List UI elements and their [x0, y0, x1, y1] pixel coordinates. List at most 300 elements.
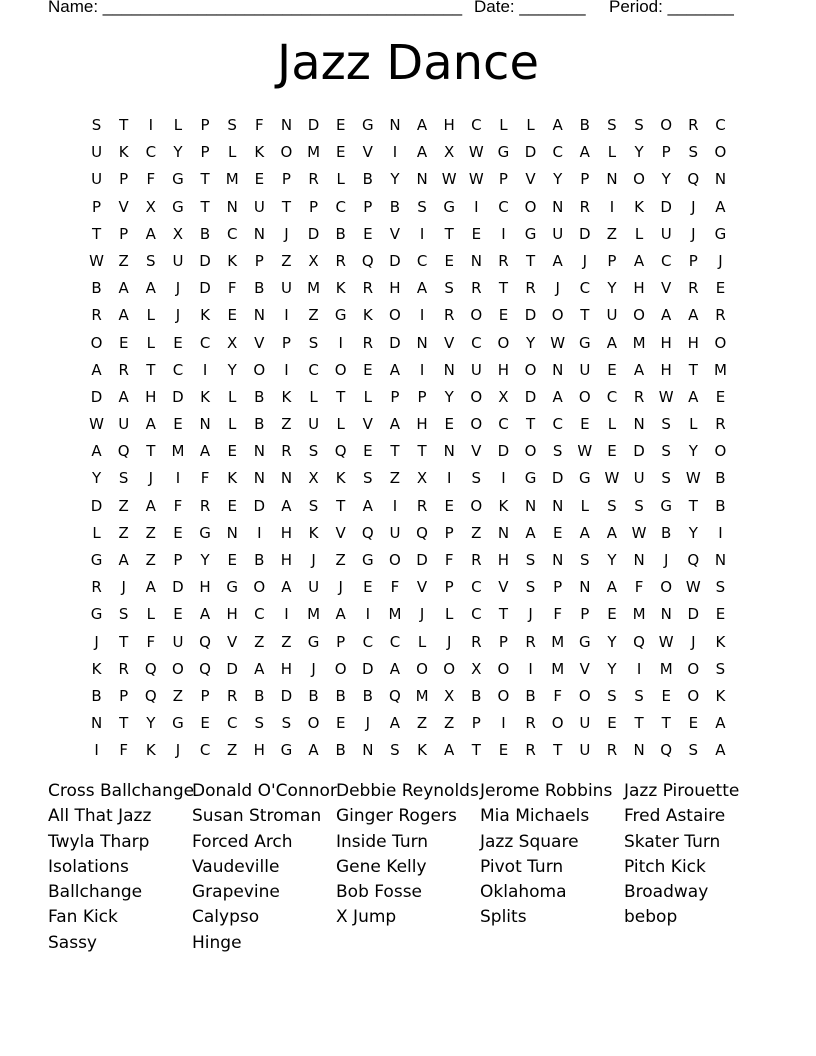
grid-letter: C — [172, 360, 184, 379]
grid-letter: A — [525, 523, 536, 542]
grid-letter: G — [226, 578, 238, 597]
grid-letter: T — [146, 360, 156, 379]
grid-letter: E — [552, 523, 563, 542]
grid-letter: V — [525, 170, 536, 189]
grid-row — [83, 357, 734, 384]
grid-letter: N — [253, 306, 265, 325]
grid-letter: L — [689, 415, 698, 434]
grid-letter: A — [145, 415, 156, 434]
word-bank-item: Gene Kelly — [336, 856, 427, 877]
grid-letter: R — [118, 659, 129, 678]
grid-letter: G — [90, 605, 103, 624]
grid-letter: A — [145, 496, 156, 515]
grid-row — [83, 574, 734, 601]
grid-letter: I — [501, 469, 506, 488]
grid-letter: O — [660, 578, 673, 597]
grid-letter: W — [577, 442, 593, 461]
grid-letter: T — [200, 170, 210, 189]
grid-letter: P — [444, 523, 454, 542]
grid-letter: U — [633, 469, 645, 488]
grid-letter: X — [308, 469, 319, 488]
grid-letter: N — [362, 741, 374, 760]
grid-letter: F — [146, 632, 156, 651]
grid-letter: O — [470, 415, 483, 434]
grid-letter: J — [175, 741, 181, 760]
grid-letter: K — [715, 632, 726, 651]
grid-letter: S — [363, 469, 373, 488]
grid-letter: P — [444, 578, 454, 597]
grid-letter: I — [636, 659, 642, 678]
grid-letter: Q — [660, 741, 673, 760]
grid-letter: D — [551, 469, 564, 488]
grid-letter: H — [280, 551, 293, 569]
grid-letter: I — [474, 197, 479, 216]
grid-letter: I — [284, 360, 289, 379]
grid-letter: K — [227, 251, 238, 270]
grid-letter: H — [497, 360, 510, 379]
grid-letter: A — [118, 387, 129, 406]
grid-letter: H — [443, 116, 455, 134]
grid-letter: I — [528, 659, 533, 678]
grid-letter: V — [444, 333, 455, 352]
grid-letter: P — [254, 251, 264, 270]
grid-letter: O — [633, 306, 645, 325]
grid-letter: O — [389, 306, 401, 325]
grid-letter: A — [715, 741, 726, 760]
grid-letter: B — [335, 686, 346, 705]
grid-letter: E — [471, 224, 482, 243]
grid-letter: D — [687, 605, 700, 624]
grid-letter: N — [497, 523, 510, 542]
grid-letter: J — [663, 551, 669, 569]
grid-letter: C — [579, 279, 591, 298]
grid-letter: W — [89, 251, 104, 270]
grid-letter: A — [254, 659, 265, 678]
grid-letter: T — [688, 360, 698, 379]
grid-letter: P — [200, 686, 210, 705]
grid-letter: O — [90, 333, 103, 352]
grid-letter: C — [335, 197, 346, 216]
grid-letter: F — [227, 279, 237, 298]
grid-letter: C — [199, 741, 211, 760]
grid-letter: Z — [281, 632, 292, 651]
grid-letter: P — [363, 197, 373, 216]
grid-letter: Y — [607, 659, 617, 678]
page-title: Jazz Dance — [277, 35, 539, 91]
grid-letter: Q — [361, 523, 374, 542]
grid-letter: K — [200, 306, 210, 325]
grid-letter: H — [253, 741, 265, 760]
grid-letter: O — [470, 387, 483, 406]
grid-letter: S — [525, 578, 536, 597]
grid-letter: M — [307, 605, 321, 624]
word-bank-item: Bob Fosse — [336, 882, 423, 903]
grid-letter: W — [550, 333, 566, 352]
grid-letter: B — [715, 469, 726, 488]
grid-letter: K — [362, 306, 373, 325]
period-field-label: Period: _______ — [609, 0, 734, 16]
grid-letter: C — [552, 415, 563, 434]
grid-row — [83, 221, 734, 248]
grid-letter: V — [471, 442, 482, 461]
grid-letter: P — [417, 387, 427, 406]
word-bank-item: Pivot Turn — [480, 856, 564, 877]
grid-letter: T — [634, 714, 644, 733]
grid-letter: E — [173, 523, 183, 542]
grid-letter: Q — [687, 170, 700, 189]
grid-letter: E — [607, 442, 617, 461]
grid-letter: E — [444, 415, 454, 434]
grid-letter: R — [226, 686, 238, 705]
grid-row — [83, 166, 734, 193]
grid-letter: T — [661, 714, 671, 733]
grid-letter: C — [145, 143, 157, 162]
grid-letter: R — [335, 251, 346, 270]
grid-letter: D — [199, 251, 211, 270]
grid-letter: E — [363, 442, 373, 461]
grid-letter: T — [525, 251, 536, 270]
grid-letter: G — [524, 469, 537, 488]
grid-letter: T — [417, 442, 427, 461]
word-bank-item: Hinge — [192, 932, 242, 953]
grid-letter: N — [443, 442, 455, 461]
grid-letter: M — [551, 632, 565, 651]
grid-letter: E — [580, 415, 590, 434]
grid-letter: Y — [553, 170, 563, 189]
grid-letter: I — [392, 143, 398, 162]
grid-letter: Y — [146, 714, 156, 733]
grid-letter: X — [145, 197, 156, 216]
word-bank-column — [192, 779, 336, 956]
grid-letter: M — [171, 442, 185, 461]
grid-letter: J — [175, 279, 181, 298]
grid-letter: V — [389, 224, 401, 243]
grid-letter: E — [444, 496, 454, 515]
grid-letter: Z — [606, 224, 618, 243]
grid-letter: R — [443, 306, 455, 325]
grid-letter: W — [685, 578, 701, 597]
grid-letter: A — [145, 279, 156, 298]
grid-letter: U — [606, 306, 618, 325]
grid-letter: W — [631, 523, 647, 542]
name-field-label: Name: ______________________________________ — [48, 0, 463, 16]
grid-letter: C — [254, 605, 265, 624]
grid-letter: T — [498, 279, 509, 298]
grid-letter: F — [444, 551, 454, 569]
grid-letter: A — [416, 116, 428, 134]
grid-letter: U — [172, 251, 184, 270]
grid-letter: D — [172, 578, 184, 597]
grid-letter: N — [389, 116, 401, 134]
grid-letter: T — [119, 714, 129, 733]
word-bank-item: Oklahoma — [480, 882, 567, 903]
grid-letter: E — [715, 279, 726, 298]
grid-letter: T — [119, 632, 129, 651]
grid-letter: C — [498, 415, 509, 434]
grid-letter: E — [118, 333, 129, 352]
grid-letter: X — [227, 333, 238, 352]
grid-letter: P — [173, 551, 183, 569]
grid-letter: T — [91, 224, 102, 243]
grid-row — [83, 194, 734, 221]
grid-letter: R — [525, 279, 536, 298]
grid-row — [83, 330, 734, 357]
grid-letter: O — [470, 306, 483, 325]
grid-letter: E — [227, 306, 237, 325]
grid-letter: S — [715, 578, 726, 597]
grid-letter: V — [661, 279, 672, 298]
grid-row — [83, 248, 734, 275]
grid-letter: I — [284, 605, 289, 624]
word-bank-item: Jazz Square — [480, 831, 579, 852]
grid-letter: U — [579, 741, 591, 760]
grid-letter: P — [200, 116, 210, 134]
grid-letter: J — [555, 279, 560, 298]
grid-letter: S — [634, 116, 644, 134]
grid-letter: W — [658, 632, 674, 651]
grid-letter: R — [688, 279, 699, 298]
grid-letter: I — [609, 197, 615, 216]
grid-letter: N — [660, 605, 672, 624]
grid-letter: L — [92, 523, 101, 542]
grid-letter: Z — [281, 415, 292, 434]
grid-letter: D — [280, 686, 293, 705]
grid-letter: C — [226, 714, 238, 733]
grid-letter: B — [335, 741, 346, 760]
grid-letter: G — [362, 551, 374, 569]
grid-letter: A — [715, 714, 726, 733]
grid-letter: F — [146, 170, 156, 189]
letter-grid — [83, 112, 734, 765]
grid-letter: G — [172, 197, 184, 216]
word-bank — [48, 779, 768, 956]
grid-letter: A — [145, 578, 156, 597]
grid-letter: A — [416, 143, 428, 162]
grid-letter: I — [501, 224, 506, 243]
grid-letter: I — [338, 333, 343, 352]
grid-letter: T — [444, 224, 454, 243]
grid-letter: O — [714, 442, 727, 461]
grid-letter: K — [145, 741, 156, 760]
grid-letter: Y — [688, 442, 698, 461]
grid-row — [83, 302, 734, 329]
grid-letter: R — [525, 741, 536, 760]
grid-letter: U — [172, 632, 184, 651]
grid-letter: A — [118, 306, 129, 325]
grid-letter: S — [118, 605, 129, 624]
grid-letter: H — [389, 279, 401, 298]
grid-letter: R — [525, 632, 536, 651]
word-bank-item: Pitch Kick — [624, 856, 706, 877]
grid-letter: N — [199, 415, 211, 434]
grid-letter: A — [118, 551, 129, 569]
grid-letter: G — [443, 197, 455, 216]
grid-letter: Z — [444, 714, 455, 733]
grid-letter: S — [580, 551, 590, 569]
grid-letter: S — [91, 116, 102, 134]
word-bank-item: Splits — [480, 907, 527, 928]
grid-letter: O — [524, 442, 537, 461]
grid-letter: L — [607, 143, 617, 162]
grid-letter: P — [119, 686, 129, 705]
grid-letter: R — [471, 632, 482, 651]
grid-letter: L — [607, 415, 617, 434]
grid-letter: L — [173, 116, 183, 134]
grid-letter: U — [470, 360, 482, 379]
grid-row — [83, 629, 734, 656]
word-bank-column — [624, 779, 768, 956]
grid-letter: J — [718, 251, 723, 270]
grid-letter: X — [444, 143, 455, 162]
grid-row — [83, 683, 734, 710]
grid-letter: R — [471, 279, 482, 298]
grid-letter: C — [471, 116, 482, 134]
grid-letter: S — [281, 714, 292, 733]
grid-letter: O — [578, 387, 591, 406]
grid-row — [83, 384, 734, 411]
grid-letter: G — [199, 523, 211, 542]
grid-letter: N — [226, 197, 238, 216]
grid-letter: X — [308, 251, 319, 270]
grid-letter: Q — [144, 659, 157, 678]
grid-letter: O — [687, 686, 700, 705]
grid-letter: O — [389, 551, 401, 569]
grid-letter: S — [661, 469, 671, 488]
grid-letter: G — [579, 632, 591, 651]
grid-letter: R — [606, 741, 618, 760]
grid-letter: N — [226, 523, 238, 542]
grid-letter: E — [200, 714, 210, 733]
grid-letter: B — [254, 551, 265, 569]
grid-letter: I — [365, 605, 371, 624]
word-bank-item: X Jump — [336, 907, 397, 928]
grid-letter: U — [253, 197, 265, 216]
grid-letter: R — [579, 197, 591, 216]
grid-letter: I — [94, 741, 99, 760]
grid-letter: Y — [227, 360, 237, 379]
grid-letter: Y — [200, 551, 210, 569]
grid-letter: I — [419, 306, 425, 325]
grid-letter: S — [525, 551, 536, 569]
grid-letter: E — [173, 333, 183, 352]
grid-letter: E — [335, 714, 346, 733]
grid-letter: O — [497, 659, 510, 678]
grid-letter: P — [336, 632, 346, 651]
grid-letter: O — [497, 686, 510, 705]
date-field-label: Date: _______ — [474, 0, 586, 16]
grid-letter: R — [118, 360, 129, 379]
grid-letter: C — [552, 143, 563, 162]
grid-letter: Y — [444, 387, 454, 406]
grid-letter: C — [226, 224, 238, 243]
grid-letter: B — [254, 686, 265, 705]
grid-letter: N — [253, 469, 265, 488]
grid-letter: Q — [334, 442, 347, 461]
grid-row — [83, 520, 734, 547]
grid-letter: M — [551, 659, 565, 678]
grid-letter: A — [444, 741, 455, 760]
grid-letter: O — [714, 333, 727, 352]
grid-letter: D — [389, 251, 401, 270]
grid-letter: H — [416, 415, 428, 434]
grid-letter: E — [173, 605, 183, 624]
word-bank-item: Isolations — [48, 856, 129, 877]
grid-letter: L — [526, 116, 535, 134]
grid-letter: Q — [633, 632, 645, 651]
grid-letter: A — [91, 442, 102, 461]
grid-letter: A — [118, 279, 129, 298]
grid-letter: E — [688, 714, 699, 733]
grid-letter: H — [633, 279, 645, 298]
grid-letter: X — [471, 659, 482, 678]
grid-letter: P — [580, 170, 590, 189]
grid-letter: Z — [308, 306, 319, 325]
grid-row — [83, 601, 734, 628]
grid-letter: D — [90, 387, 103, 406]
grid-letter: J — [121, 578, 126, 597]
grid-letter: Q — [416, 523, 428, 542]
grid-letter: N — [253, 224, 265, 243]
grid-letter: B — [308, 686, 319, 705]
grid-letter: A — [389, 659, 401, 678]
grid-letter: B — [199, 224, 211, 243]
grid-letter: K — [634, 197, 644, 216]
grid-letter: M — [225, 170, 239, 189]
grid-letter: A — [199, 605, 211, 624]
grid-letter: S — [661, 415, 671, 434]
grid-letter: A — [91, 360, 102, 379]
grid-letter: N — [443, 360, 455, 379]
grid-letter: S — [227, 116, 237, 134]
grid-letter: Q — [199, 632, 211, 651]
grid-letter: P — [688, 251, 698, 270]
grid-letter: A — [389, 415, 401, 434]
grid-letter: U — [579, 714, 591, 733]
grid-letter: M — [713, 360, 727, 379]
grid-letter: N — [90, 714, 103, 733]
grid-letter: U — [660, 224, 672, 243]
grid-letter: B — [525, 686, 536, 705]
grid-letter: D — [524, 306, 537, 325]
grid-letter: G — [172, 714, 184, 733]
grid-letter: V — [498, 578, 509, 597]
grid-letter: O — [551, 306, 564, 325]
grid-letter: X — [444, 686, 455, 705]
grid-letter: R — [498, 251, 509, 270]
grid-letter: G — [362, 116, 374, 134]
grid-letter: Y — [607, 279, 617, 298]
grid-letter: O — [687, 659, 700, 678]
grid-letter: K — [91, 659, 102, 678]
grid-letter: D — [497, 442, 510, 461]
grid-letter: D — [660, 197, 672, 216]
word-bank-item: Debbie Reynolds — [336, 781, 479, 801]
grid-letter: O — [280, 143, 293, 162]
grid-letter: T — [688, 496, 698, 515]
word-bank-item: Susan Stroman — [192, 806, 322, 827]
grid-letter: K — [335, 469, 346, 488]
grid-row — [83, 547, 734, 574]
grid-letter: F — [254, 116, 264, 134]
word-bank-item: Skater Turn — [624, 831, 721, 852]
grid-letter: J — [311, 659, 316, 678]
grid-letter: R — [688, 116, 699, 134]
grid-letter: O — [660, 116, 673, 134]
grid-letter: S — [146, 251, 156, 270]
grid-letter: Z — [254, 632, 265, 651]
grid-letter: K — [498, 496, 509, 515]
grid-letter: U — [552, 224, 564, 243]
